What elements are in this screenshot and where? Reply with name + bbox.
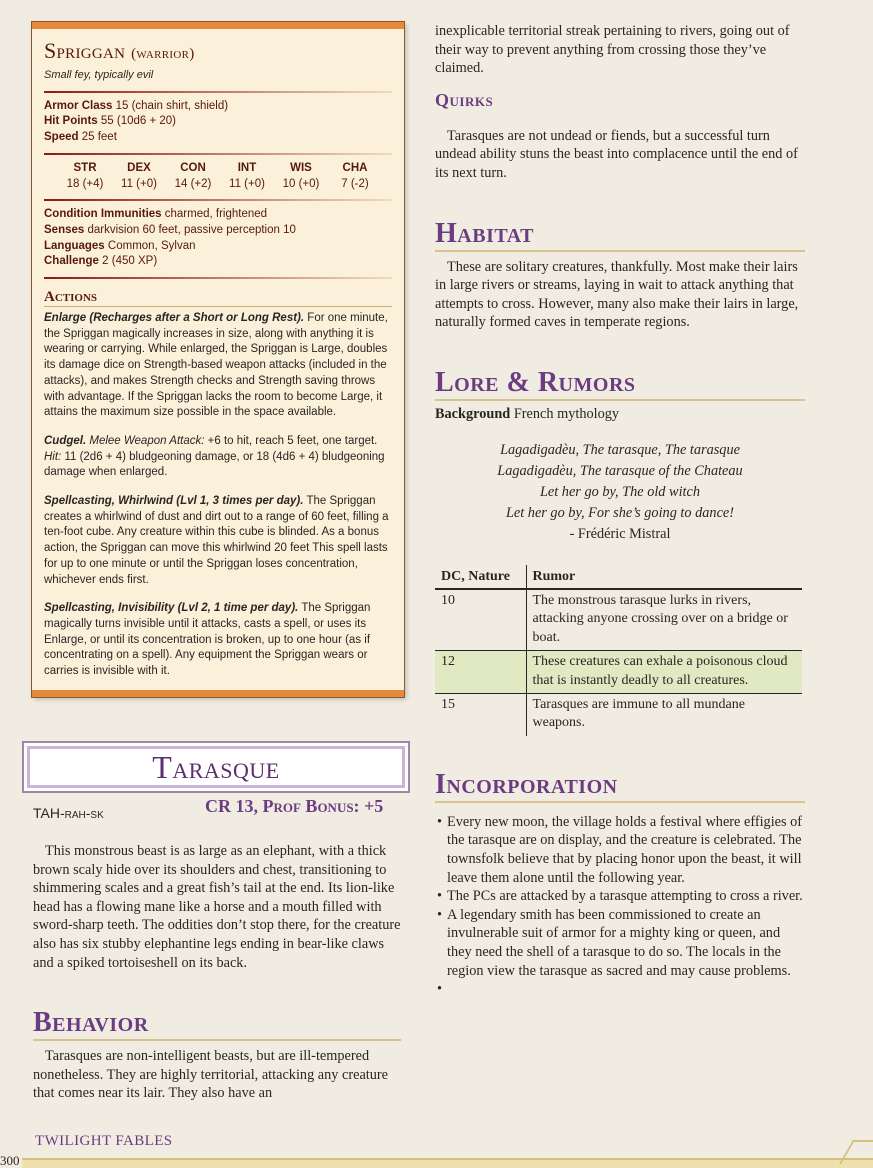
poem-author: - Frédéric Mistral [569, 525, 671, 542]
footer-bar [22, 1158, 873, 1168]
lore-heading: Lore & Rumors [435, 368, 805, 401]
poem-line: Let her go by, For she’s going to dance! [505, 504, 735, 521]
action-whirlwind: Spellcasting, Whirlwind (Lvl 1, 3 times per day). The Spriggan creates a whirlwind of dust and dirt out to a range of 60 feet, filling a ten-foot cube. Any creature within this cube is blinded. As a bonus action, the Spriggan can move this whirlwind 20 feet This spell lasts for up to one minute or until the Spriggan loses concentration, whichever ends first. [44, 495, 389, 586]
quirks-paragraph: Tarasques are not undead or fiends, but a successful turn undead ability stuns the beast into complacence until the end of its next turn. [435, 127, 798, 181]
poem-line: Let her go by, The old witch [539, 483, 701, 500]
condition-immunities: Condition Immunities charmed, frightened [44, 208, 268, 221]
ability-wis: WIS 10 (+0) [282, 161, 320, 190]
poem [435, 440, 805, 545]
list-item: • The PCs are attacked by a tarasque attempting to cross a river. [435, 887, 805, 906]
challenge: Challenge 2 (450 XP) [44, 255, 158, 268]
page-title: Tarasque [152, 749, 280, 785]
incorporation-list [435, 813, 805, 998]
poem-line: Lagadigadèu, The tarasque of the Chateau [497, 462, 743, 479]
ability-scores [44, 161, 392, 192]
table-row: 12 These creatures can exhale a poisonous cloud that is instantly deadly to all creatures. [435, 651, 802, 694]
stat-block-type: Small fey, typically evil [44, 69, 154, 81]
actions-heading: Actions [44, 289, 392, 307]
action-invisibility: Spellcasting, Invisibility (Lvl 2, 1 time per day). The Spriggan magically turns invisible until it attacks, casts a spell, or uses its Enlarge, or until its concentration is broken, up to one hour (as if concentrating on a spell). Any equipment the Spriggan wears or carries is invisible with it. [44, 602, 371, 678]
ability-con: CON 14 (+2) [174, 161, 212, 190]
divider [44, 153, 392, 155]
senses: Senses darkvision 60 feet, passive perception 10 [44, 223, 296, 236]
list-item [435, 980, 805, 998]
left-column [32, 22, 404, 697]
table-row: 10 The monstrous tarasque lurks in rivers, attacking anyone crossing over on a bridge or boat. [435, 589, 802, 651]
ability-str: STR 18 (+4) [66, 161, 104, 190]
footer-book-title: TWILIGHT FABLES [35, 1133, 173, 1149]
list-item: • Every new moon, the village holds a festival where effigies of the tarasque are on display, and the creature is celebrated. The townsfolk believe that by placing honor upon the beast, it will leave them alone until the following year. [435, 813, 805, 887]
challenge-rating: CR 13, Prof Bonus: +5 [205, 796, 384, 816]
table-header-row [435, 565, 802, 589]
stat-block [32, 22, 404, 697]
quirks-heading: Quirks [435, 89, 494, 110]
action-cudgel: Cudgel. Melee Weapon Attack: +6 to hit, reach 5 feet, one target. Hit: 11 (2d6 + 4) bludgeoning damage, or 18 (4d6 + 4) bludgeoning damage when enlarged. [44, 434, 385, 479]
left-lower-text [33, 842, 401, 1103]
background-line: Background French mythology [435, 405, 620, 422]
divider [44, 277, 392, 279]
divider [44, 91, 392, 93]
habitat-heading: Habitat [435, 219, 805, 252]
rumor-table [435, 565, 802, 736]
hit-points: Hit Points 55 (10d6 + 20) [44, 115, 177, 128]
page-number: 300 [0, 1153, 20, 1168]
right-column [435, 22, 805, 998]
poem-line: Lagadigadèu, The tarasque, The tarasque [500, 441, 740, 458]
languages: Languages Common, Sylvan [44, 239, 196, 252]
armor-class: Armor Class 15 (chain shirt, shield) [44, 99, 229, 112]
action-enlarge: Enlarge (Recharges after a Short or Long Rest). For one minute, the Spriggan magically increases in size, along with anything it is wearing or carrying. While enlarged, the Spriggan is Large, doubles its damage dice on Strength-based weapon attacks (included in the attacks), and makes Strength checks and Strength saving throws with advantage. If the Spriggan lacks the room to become Large, it attains the maximum size possible in the space available. [44, 312, 388, 419]
ability-cha: CHA 7 (-2) [341, 161, 369, 190]
column-header-dc: DC, Nature [435, 565, 526, 589]
table-row: 15 Tarasques are immune to all mundane weapons. [435, 693, 802, 735]
list-item: • A legendary smith has been commissioned to create an invulnerable suit of armor for a mighty king or queen, and they need the shell of a tarasque to do so. The locals in the region view the tarasque as sacred and may cause problems. [435, 906, 805, 980]
behavior-paragraph: Tarasques are non-intelligent beasts, but are ill-tempered nonetheless. They are highly territorial, attacking any creature that comes near its lair. They also have an [33, 1048, 389, 1102]
stat-block-subtitle: (warrior) [131, 46, 195, 62]
column-header-rumor: Rumor [526, 565, 802, 589]
ability-int: INT 11 (+0) [229, 161, 265, 190]
pronunciation: TAH-rah-sk [33, 805, 104, 821]
footer-corner-ornament [839, 1140, 873, 1164]
behavior-heading: Behavior [33, 1008, 401, 1041]
intro-paragraph: This monstrous beast is as large as an elephant, with a thick brown scaly hide over its shoulders and chest, transitioning to shimmering scales and a great fish’s tail at the end. Its lion-like head has a flowing mane like a horse and a mouth filled with sword-sharp teeth. The oddities don’t stop there, for the creature also has six stubby elephantine legs ending in bear-like claws and a spiked tortoiseshell on its back. [33, 843, 401, 971]
title-banner [22, 741, 410, 793]
speed: Speed 25 feet [44, 131, 117, 144]
incorporation-heading: Incorporation [435, 770, 805, 803]
behavior-continued: inexplicable territorial streak pertaining to rivers, going out of their way to prevent anything from crossing those they’ve claimed. [435, 23, 790, 77]
ability-dex: DEX 11 (+0) [121, 161, 157, 190]
divider [44, 199, 392, 201]
stat-block-name: Spriggan (warrior) [44, 38, 195, 63]
habitat-paragraph: These are solitary creatures, thankfully. Most make their lairs in large rivers or streams, laying in wait to attack anything that attempts to cross. However, many also make their lairs in large, naturally formed caves in temperate regions. [435, 258, 799, 331]
